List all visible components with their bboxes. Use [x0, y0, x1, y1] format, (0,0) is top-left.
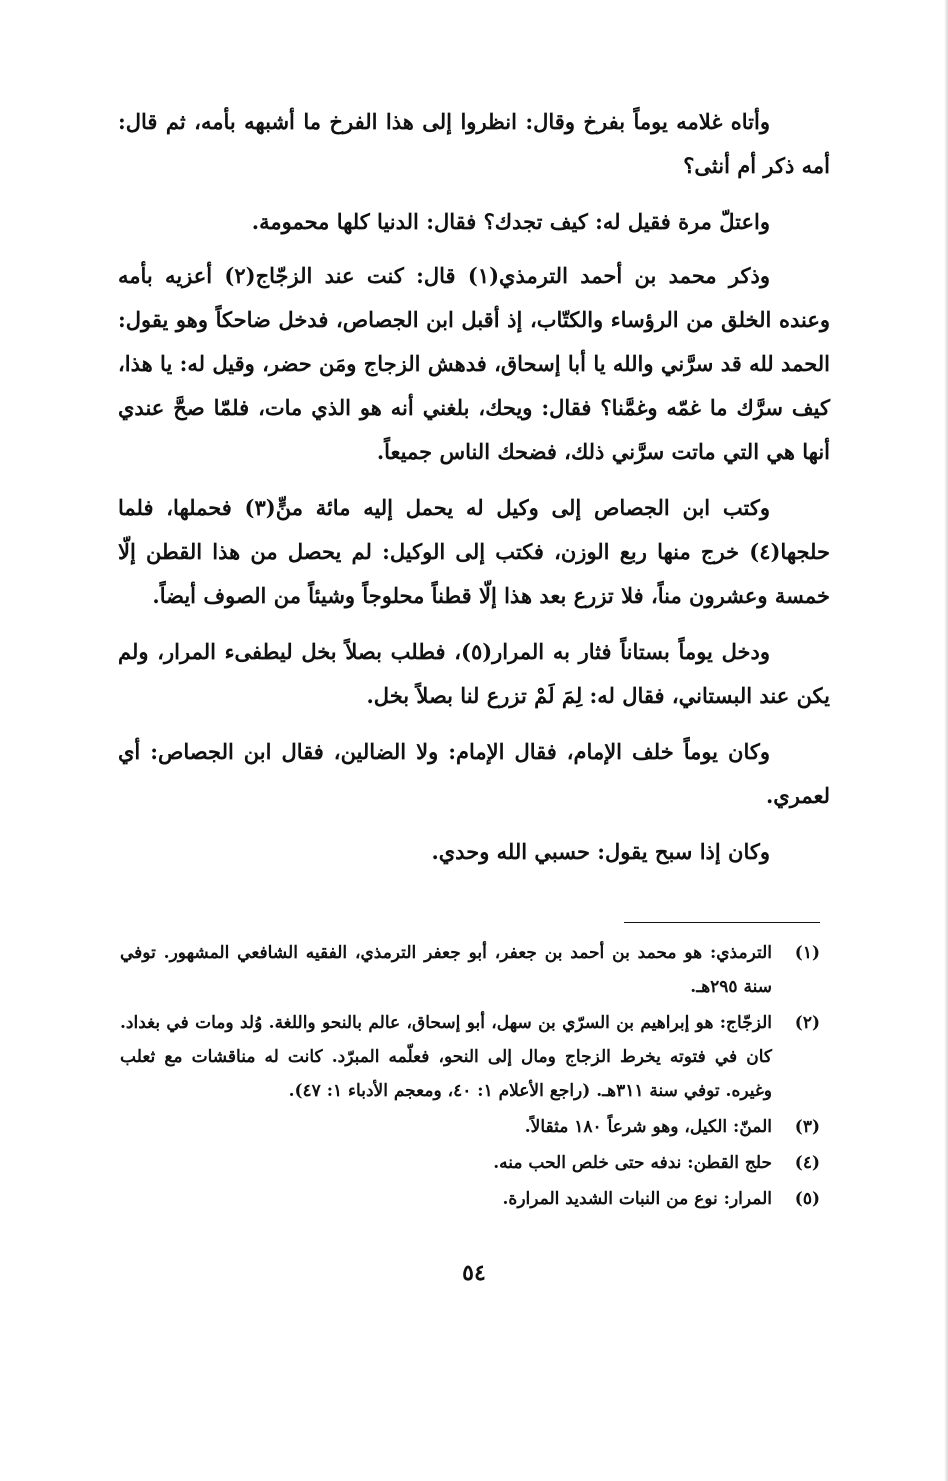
- footnote-number: (٥): [794, 1189, 820, 1209]
- footnotes-section: [120, 936, 820, 1218]
- paragraph: وكان يوماً خلف الإمام، فقال الإمام: ولا الضالين، فقال ابن الجصاص: أي لعمري.: [118, 739, 830, 808]
- scan-edge-shadow: [944, 0, 948, 1481]
- paragraph: وكان إذا سبح يقول: حسبي الله وحدي.: [431, 839, 770, 864]
- footnote-text: المرار: نوع من النبات الشديد المرارة.: [502, 1189, 772, 1209]
- footnote-number: (٤): [794, 1153, 820, 1173]
- footnote: [120, 1146, 820, 1180]
- footnote-number: (٣): [794, 1117, 820, 1137]
- footnote: [120, 1182, 820, 1216]
- footnote-number: (١): [794, 943, 820, 963]
- paragraph: واعتلّ مرة فقيل له: كيف تجدك؟ فقال: الدنيا كلها محمومة.: [251, 209, 770, 234]
- footnote-separator: [624, 922, 820, 923]
- footnote: [120, 936, 820, 1004]
- footnote-number: (٢): [794, 1013, 820, 1033]
- page-number: ٥٤: [462, 1260, 486, 1286]
- footnote-text: المنّ: الكيل، وهو شرعاً ١٨٠ مثقالاً.: [524, 1117, 772, 1137]
- paragraph: ودخل يوماً بستاناً فثار به المرار(٥)، فطلب بصلاً بخل ليطفىء المرار، ولم يكن عند البستاني، فقال له: لِمَ لَمْ تزرع لنا بصلاً بخل.: [118, 639, 830, 708]
- footnote: [120, 1006, 820, 1108]
- main-text-body: [118, 100, 830, 886]
- footnote-text: الترمذي: هو محمد بن أحمد بن جعفر، أبو جعفر الترمذي، الفقيه الشافعي المشهور. توفي سنة ٢٩٥هـ.: [120, 943, 772, 997]
- footnote-text: الزجّاج: هو إبراهيم بن السرّي بن سهل، أبو إسحاق، عالم بالنحو واللغة. وُلد ومات في بغداد. كان في فتوته يخرط الزجاج ومال إلى النحو، فعلّمه المبرّد. كانت له مناقشات مع ثعلب وغيره. توفي سنة ٣١١هـ. (راجع الأعلام ١: ٤٠، ومعجم الأدباء ١: ٤٧).: [120, 1013, 772, 1101]
- paragraph: وأتاه غلامه يوماً بفرخ وقال: انظروا إلى هذا الفرخ ما أشبهه بأمه، ثم قال: أمه ذكر أم أنثى؟: [118, 109, 830, 178]
- footnote-text: حلج القطن: ندفه حتى خلص الحب منه.: [493, 1153, 772, 1173]
- paragraph: وكتب ابن الجصاص إلى وكيل له يحمل إليه مائة منٍّ(٣) فحملها، فلما حلجها(٤) خرج منها ربع الوزن، فكتب إلى الوكيل: لم يحصل من هذا القطن إلّا خمسة وعشرون مناً، فلا تزرع بعد هذا إلّا قطناً محلوجاً وشيئاً من الصوف أيضاً.: [118, 495, 830, 608]
- footnote: [120, 1110, 820, 1144]
- paragraph: وذكر محمد بن أحمد الترمذي(١) قال: كنت عند الزجّاج(٢) أعزيه بأمه وعنده الخلق من الرؤساء والكتّاب، إذ أقبل ابن الجصاص، فدخل ضاحكاً وهو يقول: الحمد لله قد سرَّني والله يا أبا إسحاق، فدهش الزجاج ومَن حضر، وقيل له: يا هذا، كيف سرَّك ما غمّه وغمَّنا؟ فقال: ويحك، بلغني أنه هو الذي مات، فلمّا صحَّ عندي أنها هي التي ماتت سرَّني ذلك، فضحك الناس جميعاً.: [118, 263, 830, 464]
